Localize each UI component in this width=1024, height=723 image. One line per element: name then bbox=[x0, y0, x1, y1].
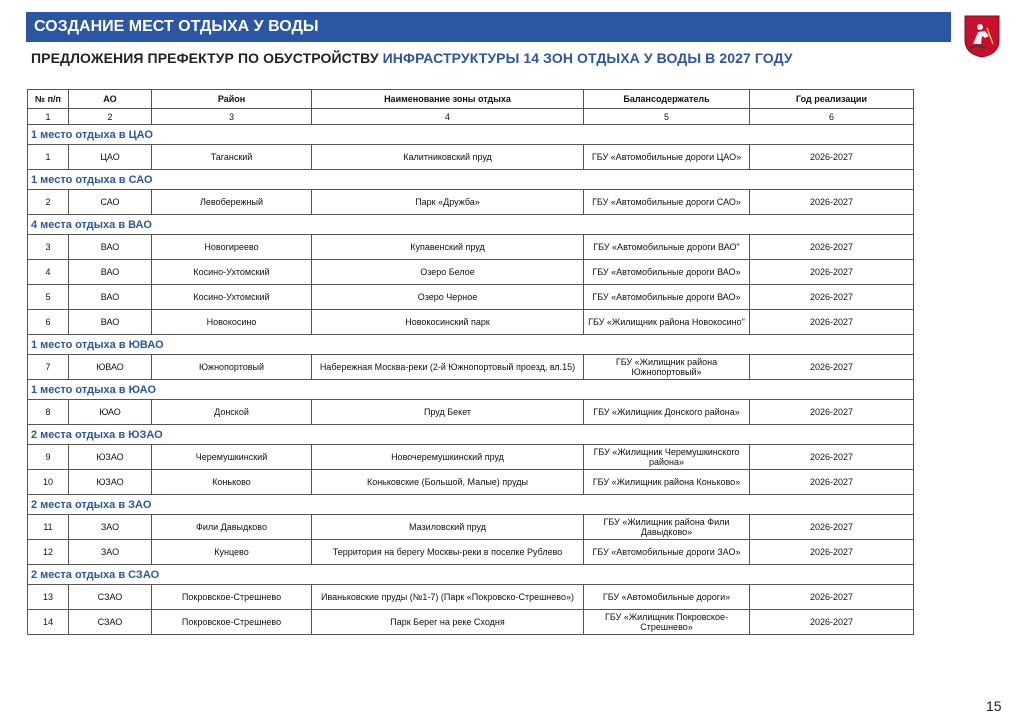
table-row bbox=[28, 445, 914, 470]
table-row bbox=[28, 235, 914, 260]
table-cell: Косино-Ухтомский bbox=[152, 260, 312, 285]
subtitle-highlight: ИНФРАСТРУКТУРЫ 14 ЗОН ОТДЫХА У ВОДЫ В 2027 ГОДУ bbox=[382, 50, 793, 66]
group-label: 1 место отдыха в ЮВАО bbox=[28, 335, 750, 355]
table-cell: ГБУ «Автомобильные дороги ВАО» bbox=[584, 260, 750, 285]
header-cell: Наименование зоны отдыха bbox=[312, 90, 584, 109]
table-cell: Пруд Бекет bbox=[312, 400, 584, 425]
table-cell: 2026-2027 bbox=[750, 310, 914, 335]
table-cell: 8 bbox=[28, 400, 69, 425]
group-spacer bbox=[750, 565, 914, 585]
table-cell: ГБУ «Жилищник Черемушкинского района» bbox=[584, 445, 750, 470]
table-cell: ЗАО bbox=[69, 540, 152, 565]
table-cell: 2026-2027 bbox=[750, 585, 914, 610]
table-cell: Косино-Ухтомский bbox=[152, 285, 312, 310]
table-cell: Новочеремушкинский пруд bbox=[312, 445, 584, 470]
group-header-row bbox=[28, 495, 914, 515]
table-cell: ГБУ «Автомобильные дороги ЦАО» bbox=[584, 145, 750, 170]
table-cell: 2026-2027 bbox=[750, 145, 914, 170]
group-label: 2 места отдыха в ЮЗАО bbox=[28, 425, 750, 445]
table-cell: ВАО bbox=[69, 310, 152, 335]
table-cell: ГБУ «Жилищник района Новокосино" bbox=[584, 310, 750, 335]
table-cell: Коньковские (Большой, Малые) пруды bbox=[312, 470, 584, 495]
recreation-zones-table bbox=[27, 89, 914, 635]
table-cell: ГБУ «Автомобильные дороги ЗАО» bbox=[584, 540, 750, 565]
table-cell: 9 bbox=[28, 445, 69, 470]
group-spacer bbox=[750, 215, 914, 235]
table-cell: ГБУ «Автомобильные дороги ВАО" bbox=[584, 235, 750, 260]
table-cell: 2026-2027 bbox=[750, 400, 914, 425]
header-cell: Балансодержатель bbox=[584, 90, 750, 109]
table-cell: ГБУ «Жилищник Покровское-Стрешнево» bbox=[584, 610, 750, 635]
table-cell: 2026-2027 bbox=[750, 355, 914, 380]
header-cell: АО bbox=[69, 90, 152, 109]
column-number: 4 bbox=[312, 109, 584, 125]
column-number: 2 bbox=[69, 109, 152, 125]
table-row bbox=[28, 285, 914, 310]
table-cell: Озеро Черное bbox=[312, 285, 584, 310]
table-cell: ВАО bbox=[69, 285, 152, 310]
table-cell: Левобережный bbox=[152, 190, 312, 215]
table-cell: Донской bbox=[152, 400, 312, 425]
table-cell: Покровское-Стрешнево bbox=[152, 610, 312, 635]
table-cell: ГБУ «Автомобильные дороги ВАО» bbox=[584, 285, 750, 310]
table-cell: Кунцево bbox=[152, 540, 312, 565]
table-cell: ГБУ «Жилищник района Коньково» bbox=[584, 470, 750, 495]
table-row bbox=[28, 145, 914, 170]
table-cell: ГБУ «Жилищник Донского района» bbox=[584, 400, 750, 425]
table-cell: 12 bbox=[28, 540, 69, 565]
table-cell: Территория на берегу Москвы-реки в поселке Рублево bbox=[312, 540, 584, 565]
table-row bbox=[28, 190, 914, 215]
table-row bbox=[28, 585, 914, 610]
table-cell: Парк Берег на реке Сходня bbox=[312, 610, 584, 635]
header-cell: № п/п bbox=[28, 90, 69, 109]
table-cell: СЗАО bbox=[69, 610, 152, 635]
table-cell: Фили Давыдково bbox=[152, 515, 312, 540]
table-cell: 4 bbox=[28, 260, 69, 285]
page-subtitle bbox=[31, 50, 793, 66]
table-row bbox=[28, 515, 914, 540]
group-spacer bbox=[750, 335, 914, 355]
header-cell: Год реализации bbox=[750, 90, 914, 109]
table-cell: Новокосино bbox=[152, 310, 312, 335]
table-row bbox=[28, 260, 914, 285]
column-number: 6 bbox=[750, 109, 914, 125]
table-cell: 2026-2027 bbox=[750, 515, 914, 540]
group-label: 1 место отдыха в САО bbox=[28, 170, 750, 190]
table-cell: Парк «Дружба» bbox=[312, 190, 584, 215]
table-cell: 3 bbox=[28, 235, 69, 260]
column-number-row bbox=[28, 109, 914, 125]
table-cell: Новогиреево bbox=[152, 235, 312, 260]
table-cell: ЮВАО bbox=[69, 355, 152, 380]
group-spacer bbox=[750, 380, 914, 400]
table-cell: САО bbox=[69, 190, 152, 215]
table-cell: Коньково bbox=[152, 470, 312, 495]
group-spacer bbox=[750, 495, 914, 515]
table-row bbox=[28, 610, 914, 635]
group-label: 2 места отдыха в ЗАО bbox=[28, 495, 750, 515]
table-row bbox=[28, 540, 914, 565]
table-cell: 2026-2027 bbox=[750, 610, 914, 635]
group-spacer bbox=[750, 425, 914, 445]
table-row bbox=[28, 310, 914, 335]
group-header-row bbox=[28, 380, 914, 400]
subtitle-dark: ПРЕДЛОЖЕНИЯ ПРЕФЕКТУР ПО ОБУСТРОЙСТВУ bbox=[31, 50, 379, 66]
group-header-row bbox=[28, 215, 914, 235]
table-cell: Мазиловский пруд bbox=[312, 515, 584, 540]
table-cell: 2026-2027 bbox=[750, 260, 914, 285]
table-cell: Новокосинский парк bbox=[312, 310, 584, 335]
table-cell: Набережная Москва-реки (2-й Южнопортовый проезд, вл.15) bbox=[312, 355, 584, 380]
table-cell: ВАО bbox=[69, 235, 152, 260]
table-cell: 2026-2027 bbox=[750, 470, 914, 495]
table-cell: Иваньковские пруды (№1-7) (Парк «Покровско-Стрешнево») bbox=[312, 585, 584, 610]
table-cell: ЮЗАО bbox=[69, 445, 152, 470]
table-cell: 2 bbox=[28, 190, 69, 215]
group-label: 2 места отдыха в СЗАО bbox=[28, 565, 750, 585]
group-header-row bbox=[28, 335, 914, 355]
table-cell: Калитниковский пруд bbox=[312, 145, 584, 170]
group-label: 1 место отдыха в ЮАО bbox=[28, 380, 750, 400]
table-cell: 1 bbox=[28, 145, 69, 170]
group-spacer bbox=[750, 125, 914, 145]
table-cell: 6 bbox=[28, 310, 69, 335]
table-cell: ГБУ «Автомобильные дороги» bbox=[584, 585, 750, 610]
table-cell: Таганский bbox=[152, 145, 312, 170]
page-number: 15 bbox=[986, 698, 1002, 714]
table-cell: 7 bbox=[28, 355, 69, 380]
table-cell: ВАО bbox=[69, 260, 152, 285]
group-header-row bbox=[28, 425, 914, 445]
table-cell: 14 bbox=[28, 610, 69, 635]
table-row bbox=[28, 470, 914, 495]
column-number: 5 bbox=[584, 109, 750, 125]
table-cell: ЗАО bbox=[69, 515, 152, 540]
column-number: 1 bbox=[28, 109, 69, 125]
table-cell: Южнопортовый bbox=[152, 355, 312, 380]
group-header-row bbox=[28, 125, 914, 145]
page-title-banner bbox=[26, 12, 951, 42]
header-cell: Район bbox=[152, 90, 312, 109]
table-header-row bbox=[28, 90, 914, 109]
group-header-row bbox=[28, 170, 914, 190]
table-cell: 2026-2027 bbox=[750, 190, 914, 215]
table-cell: ЮЗАО bbox=[69, 470, 152, 495]
moscow-coat-of-arms-logo bbox=[963, 14, 1001, 58]
table-cell: 2026-2027 bbox=[750, 540, 914, 565]
table-cell: ЦАО bbox=[69, 145, 152, 170]
table-cell: 10 bbox=[28, 470, 69, 495]
table-cell: ЮАО bbox=[69, 400, 152, 425]
column-number: 3 bbox=[152, 109, 312, 125]
table-cell: Покровское-Стрешнево bbox=[152, 585, 312, 610]
table-cell: ГБУ «Жилищник района Южнопортовый» bbox=[584, 355, 750, 380]
table-cell: Купавенский пруд bbox=[312, 235, 584, 260]
group-header-row bbox=[28, 565, 914, 585]
table-cell: 2026-2027 bbox=[750, 285, 914, 310]
group-label: 1 место отдыха в ЦАО bbox=[28, 125, 750, 145]
group-label: 4 места отдыха в ВАО bbox=[28, 215, 750, 235]
table-cell: 11 bbox=[28, 515, 69, 540]
table-cell: Озеро Белое bbox=[312, 260, 584, 285]
group-spacer bbox=[750, 170, 914, 190]
table-cell: 2026-2027 bbox=[750, 445, 914, 470]
table-cell: 5 bbox=[28, 285, 69, 310]
table-cell: ГБУ «Автомобильные дороги САО» bbox=[584, 190, 750, 215]
table-cell: ГБУ «Жилищник района Фили Давыдково» bbox=[584, 515, 750, 540]
table-cell: 2026-2027 bbox=[750, 235, 914, 260]
page-title: СОЗДАНИЕ МЕСТ ОТДЫХА У ВОДЫ bbox=[34, 18, 319, 35]
table-cell: Черемушкинский bbox=[152, 445, 312, 470]
table-row bbox=[28, 355, 914, 380]
table-cell: 13 bbox=[28, 585, 69, 610]
table-cell: СЗАО bbox=[69, 585, 152, 610]
table-row bbox=[28, 400, 914, 425]
